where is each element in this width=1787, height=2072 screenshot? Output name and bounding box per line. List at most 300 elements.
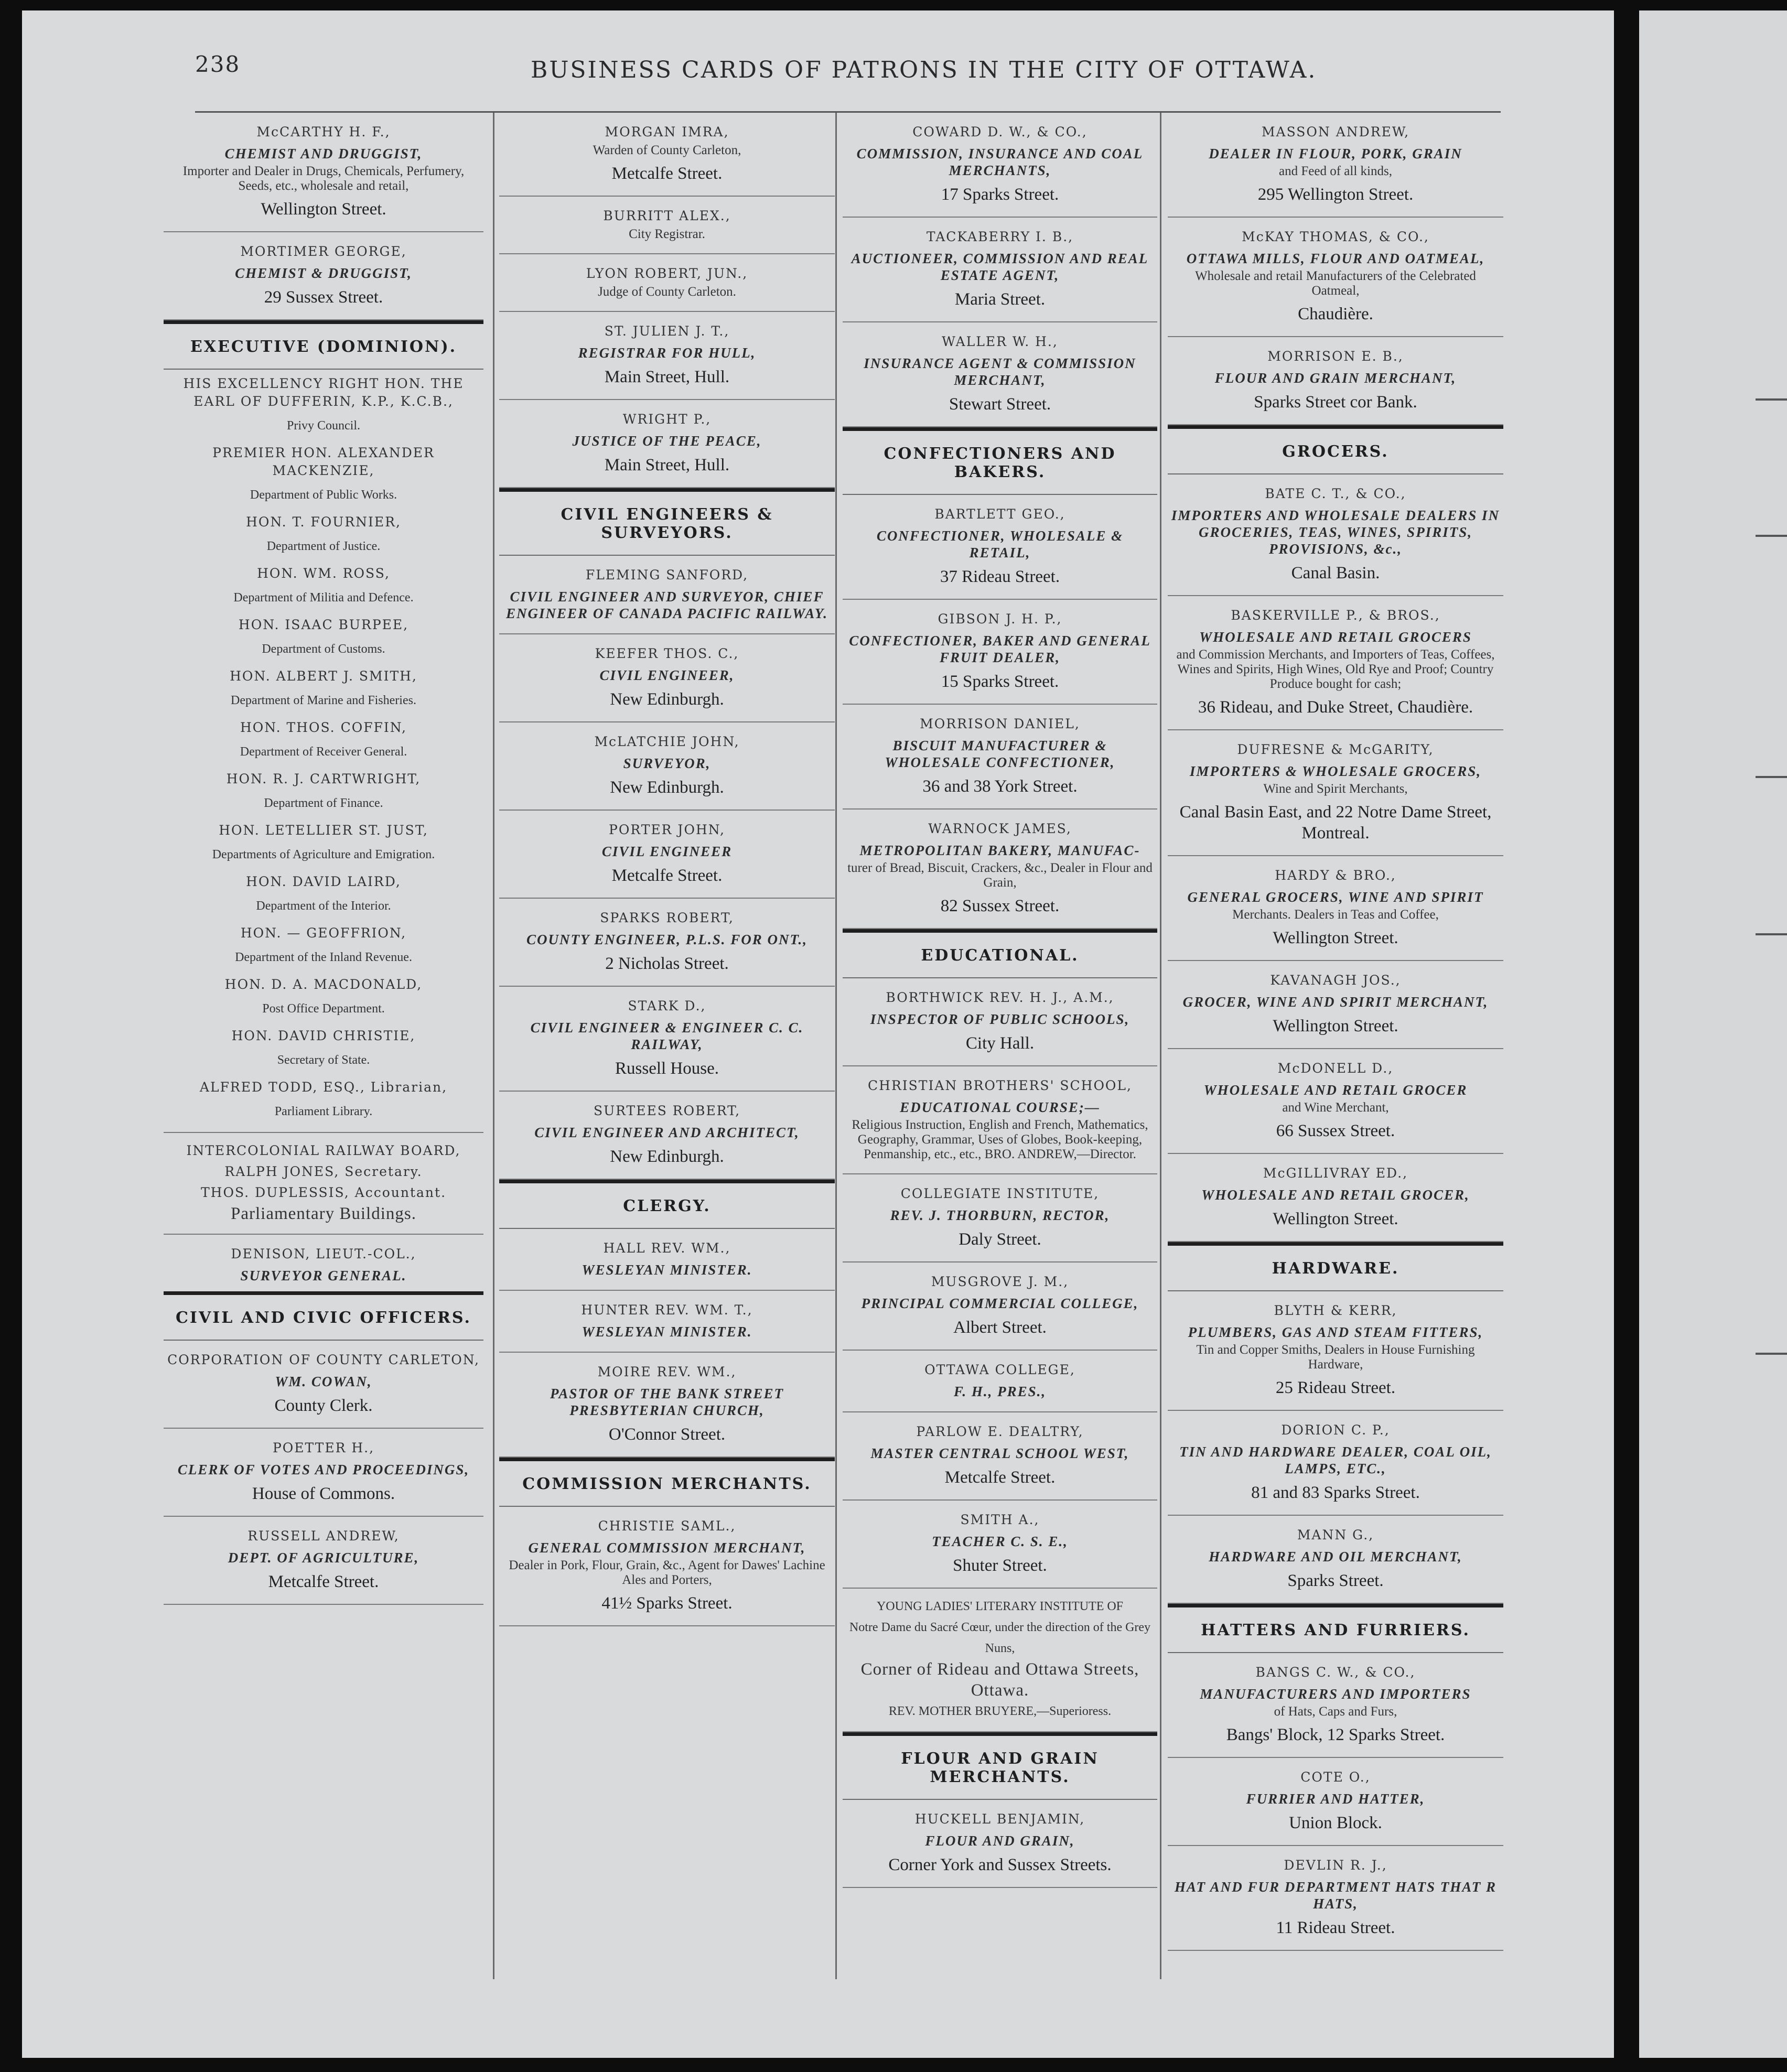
card-role: PASTOR OF THE BANK STREET PRESBYTERIAN CHURCH, xyxy=(550,1386,784,1418)
executive-dept: Department of Marine and Fisheries. xyxy=(231,694,416,707)
executive-name: HON. R. J. CARTWRIGHT, xyxy=(226,771,421,786)
card-address: 29 Sussex Street. xyxy=(264,288,383,307)
institute-address: Corner of Rideau and Ottawa Streets, xyxy=(860,1660,1139,1679)
card-name: MOIRE REV. WM., xyxy=(597,1364,737,1379)
card-name: FLEMING SANFORD, xyxy=(585,567,749,582)
edge-mark xyxy=(1756,1353,1787,1355)
executive-dept: Department of Militia and Defence. xyxy=(233,591,414,605)
business-card xyxy=(164,1341,483,1429)
card-name: SMITH A., xyxy=(960,1512,1040,1527)
executive-name: ALFRED TODD, ESQ., Librarian, xyxy=(199,1080,448,1095)
card-role: INSURANCE AGENT & COMMISSION MERCHANT, xyxy=(864,355,1136,388)
edge-mark xyxy=(1756,398,1787,401)
card-address: 11 Rideau Street. xyxy=(1276,1918,1395,1937)
executive-item xyxy=(164,611,483,662)
card-address: Main Street, Hull. xyxy=(604,456,730,474)
card-role: GENERAL GROCERS, WINE AND SPIRIT xyxy=(1187,889,1484,905)
business-card xyxy=(843,1501,1157,1589)
executive-name: HON. LETELLIER ST. JUST, xyxy=(219,823,428,838)
card-role: MASTER CENTRAL SCHOOL WEST, xyxy=(870,1445,1129,1461)
card-name: MORRISON E. B., xyxy=(1267,349,1404,364)
card-name: MORRISON DANIEL, xyxy=(920,716,1080,731)
executive-name: HIS EXCELLENCY RIGHT HON. THE EARL OF DUFFERIN, K.P., K.C.B., xyxy=(183,376,464,409)
business-card xyxy=(499,987,835,1092)
executive-item xyxy=(164,714,483,765)
card-address: Maria Street. xyxy=(954,290,1046,309)
card-address: Chaudière. xyxy=(1298,305,1373,323)
card-role: MANUFACTURERS AND IMPORTERS xyxy=(1200,1686,1471,1702)
card-role: TEACHER C. S. E., xyxy=(932,1534,1068,1549)
card-role: CONFECTIONER, WHOLESALE & RETAIL, xyxy=(876,528,1124,560)
card-role: DEALER IN FLOUR, PORK, GRAIN xyxy=(1209,146,1462,161)
card-role: SURVEYOR GENERAL. xyxy=(240,1268,407,1283)
adjacent-page-edge xyxy=(1639,10,1787,2058)
business-card xyxy=(499,113,835,197)
flour-list xyxy=(843,1800,1157,1888)
page-number: 238 xyxy=(195,51,241,77)
business-card xyxy=(1168,474,1503,596)
card-address: Albert Street. xyxy=(953,1318,1047,1337)
business-card xyxy=(843,1066,1157,1174)
business-card xyxy=(499,400,835,488)
card-name: BLYTH & KERR, xyxy=(1274,1303,1397,1318)
card-address: 25 Rideau Street. xyxy=(1275,1378,1396,1397)
column-divider xyxy=(493,113,494,1979)
card-role: WHOLESALE AND RETAIL GROCERS xyxy=(1199,629,1472,645)
business-card xyxy=(499,254,835,312)
institute-superior: REV. MOTHER BRUYERE,—Superioress. xyxy=(888,1704,1112,1718)
executive-dept: Parliament Library. xyxy=(274,1105,373,1118)
section-heading-hatters: HATTERS AND FURRIERS. xyxy=(1168,1604,1503,1653)
card-role: CIVIL ENGINEER AND ARCHITECT, xyxy=(534,1125,800,1140)
section-heading-grocers: GROCERS. xyxy=(1168,425,1503,474)
card-role: WESLEYAN MINISTER. xyxy=(582,1324,752,1340)
section-heading-engineers: CIVIL ENGINEERS & SURVEYORS. xyxy=(499,488,835,556)
card-role: CHEMIST & DRUGGIST, xyxy=(235,265,412,281)
section-heading-clergy: CLERGY. xyxy=(499,1180,835,1229)
card-role: REV. J. THORBURN, RECTOR, xyxy=(890,1207,1110,1223)
card-name: BURRITT ALEX., xyxy=(603,208,731,223)
card-role: PLUMBERS, GAS AND STEAM FITTERS, xyxy=(1188,1324,1483,1340)
card-address: Wellington Street. xyxy=(1273,1017,1398,1035)
card-address: Sparks Street. xyxy=(1287,1571,1384,1590)
card-address: Canal Basin. xyxy=(1291,564,1380,582)
business-card xyxy=(164,1429,483,1517)
card-address: Shuter Street. xyxy=(953,1556,1047,1575)
executive-item xyxy=(164,370,483,439)
card-address: Wellington Street. xyxy=(261,200,386,219)
col1-top-entries xyxy=(164,113,483,320)
card-role: INSPECTOR OF PUBLIC SCHOOLS, xyxy=(870,1011,1130,1027)
executive-item xyxy=(164,868,483,919)
executive-item xyxy=(164,1022,483,1073)
card-address: 17 Sparks Street. xyxy=(941,185,1059,204)
card-desc: of Hats, Caps and Furs, xyxy=(1274,1704,1397,1719)
card-role: CIVIL ENGINEER, xyxy=(599,667,735,683)
executive-item xyxy=(164,662,483,714)
card-desc: Warden of County Carleton, xyxy=(593,143,741,157)
business-card xyxy=(843,1174,1157,1262)
card-name: HALL REV. WM., xyxy=(603,1240,731,1256)
card-address: Main Street, Hull. xyxy=(604,368,730,386)
card-address: Stewart Street. xyxy=(949,395,1051,414)
young-ladies-institute-card xyxy=(843,1589,1157,1732)
business-card xyxy=(164,113,483,232)
card-address: Metcalfe Street. xyxy=(611,164,723,183)
card-name: HUNTER REV. WM. T., xyxy=(581,1302,753,1318)
business-card xyxy=(499,1229,835,1291)
card-role: CHEMIST AND DRUGGIST, xyxy=(224,146,423,161)
executive-dept: Departments of Agriculture and Emigration. xyxy=(212,848,435,861)
page-title: BUSINESS CARDS OF PATRONS IN THE CITY OF OTTAWA. xyxy=(531,57,1317,83)
card-name: BORTHWICK REV. H. J., A.M., xyxy=(886,990,1114,1005)
business-card xyxy=(1168,961,1503,1049)
business-card xyxy=(499,556,835,634)
card-role: CLERK OF VOTES AND PROCEEDINGS, xyxy=(177,1462,470,1477)
business-card-denison xyxy=(164,1235,483,1291)
business-card xyxy=(843,1351,1157,1412)
card-role: CIVIL ENGINEER xyxy=(601,844,733,859)
section-heading-civil-civic: CIVIL AND CIVIC OFFICERS. xyxy=(164,1291,483,1341)
card-name: STARK D., xyxy=(628,998,706,1013)
section-heading-confectioners: CONFECTIONERS AND BAKERS. xyxy=(843,427,1157,495)
card-name: COTE O., xyxy=(1300,1769,1371,1785)
card-role: COUNTY ENGINEER, P.L.S. FOR ONT., xyxy=(526,932,808,947)
card-role: OTTAWA MILLS, FLOUR AND OATMEAL, xyxy=(1186,251,1485,266)
card-desc: and Wine Merchant, xyxy=(1282,1100,1389,1115)
executive-item xyxy=(164,508,483,559)
engineers-list xyxy=(499,556,835,1180)
card-name: WRIGHT P., xyxy=(622,412,712,427)
executive-dept: Department of Justice. xyxy=(266,539,381,553)
card-role: CIVIL ENGINEER AND SURVEYOR, CHIEF ENGINEER OF CANADA PACIFIC RAILWAY. xyxy=(506,589,828,621)
executive-dept: Secretary of State. xyxy=(277,1053,370,1067)
business-card xyxy=(843,218,1157,322)
card-desc: Tin and Copper Smiths, Dealers in House Furnishing Hardware, xyxy=(1196,1343,1475,1372)
business-card xyxy=(843,322,1157,427)
column-4 xyxy=(1168,113,1503,2021)
card-name: BATE C. T., & CO., xyxy=(1265,486,1406,501)
card-name: SURTEES ROBERT, xyxy=(593,1103,741,1118)
card-name: CHRISTIAN BROTHERS' SCHOOL, xyxy=(868,1078,1132,1093)
executive-item xyxy=(164,765,483,816)
educational-list xyxy=(843,978,1157,1589)
business-card xyxy=(1168,596,1503,730)
card-name: WARNOCK JAMES, xyxy=(928,821,1072,836)
card-address: Metcalfe Street. xyxy=(944,1468,1056,1487)
business-card xyxy=(1168,218,1503,337)
card-desc: and Commission Merchants, and Importers of Teas, Coffees, Wines and Spirits, High Wines, Old Rye and Proof; Country Produce bought for cash; xyxy=(1176,648,1495,691)
section-heading-flour: FLOUR AND GRAIN MERCHANTS. xyxy=(843,1732,1157,1800)
executive-name: HON. DAVID CHRISTIE, xyxy=(231,1028,416,1043)
railway-board-line: RALPH JONES, Secretary. xyxy=(224,1164,423,1179)
section-heading-hardware: HARDWARE. xyxy=(1168,1242,1503,1291)
card-name: DORION C. P., xyxy=(1281,1422,1390,1438)
card-address: Daly Street. xyxy=(959,1230,1041,1249)
business-card xyxy=(843,600,1157,705)
business-card xyxy=(1168,113,1503,218)
institute-line: YOUNG LADIES' LITERARY INSTITUTE OF xyxy=(876,1600,1124,1613)
card-desc: Religious Instruction, English and French, Mathematics, Geography, Grammar, Uses of Globes, Book-keeping, Penmanship, etc., etc., BRO. ANDREW,—Director. xyxy=(852,1118,1148,1161)
card-address: Bangs' Block, 12 Sparks Street. xyxy=(1226,1725,1445,1744)
card-name: POETTER H., xyxy=(272,1440,375,1455)
executive-name: HON. DAVID LAIRD, xyxy=(246,874,401,889)
grocers-list xyxy=(1168,474,1503,1242)
executive-dept: Department of Finance. xyxy=(264,796,383,810)
executive-name: HON. — GEOFFRION, xyxy=(240,925,407,941)
card-role: EDUCATIONAL COURSE;— xyxy=(900,1099,1100,1115)
edge-mark xyxy=(1756,776,1787,778)
card-role: JUSTICE OF THE PEACE, xyxy=(572,433,762,449)
card-address: O'Connor Street. xyxy=(608,1425,726,1444)
col2-top-entries xyxy=(499,113,835,488)
card-role: CIVIL ENGINEER & ENGINEER C. C. RAILWAY, xyxy=(530,1020,804,1052)
business-card xyxy=(1168,337,1503,425)
card-desc: Wholesale and retail Manufacturers of the Celebrated Oatmeal, xyxy=(1195,269,1476,298)
card-address: Metcalfe Street. xyxy=(611,866,723,885)
column-3 xyxy=(843,113,1157,2021)
card-role: CONFECTIONER, BAKER AND GENERAL FRUIT DEALER, xyxy=(849,633,1151,665)
card-desc: Importer and Dealer in Drugs, Chemicals, Perfumery, Seeds, etc., wholesale and retail, xyxy=(182,164,465,193)
card-name: MORTIMER GEORGE, xyxy=(240,244,407,259)
card-name: DENISON, LIEUT.-COL., xyxy=(231,1246,416,1261)
card-address: Wellington Street. xyxy=(1273,929,1398,947)
section-heading-educational: EDUCATIONAL. xyxy=(843,929,1157,978)
card-name: MUSGROVE J. M., xyxy=(931,1274,1069,1289)
card-name: WALLER W. H., xyxy=(942,334,1058,349)
card-desc: Wine and Spirit Merchants, xyxy=(1263,782,1408,796)
page-header xyxy=(195,42,1579,105)
hardware-list xyxy=(1168,1291,1503,1604)
card-role: FURRIER AND HATTER, xyxy=(1246,1791,1425,1807)
business-card xyxy=(1168,1154,1503,1242)
business-card xyxy=(499,634,835,722)
card-address: Union Block. xyxy=(1289,1814,1382,1832)
card-name: COWARD D. W., & CO., xyxy=(912,124,1088,139)
confectioners-list xyxy=(843,495,1157,929)
card-name: McGILLIVRAY ED., xyxy=(1263,1166,1408,1181)
railway-board-address: Parliamentary Buildings. xyxy=(231,1204,416,1223)
card-desc: City Registrar. xyxy=(629,227,705,241)
business-card xyxy=(1168,1049,1503,1154)
column-2 xyxy=(499,113,835,2021)
ledger-page xyxy=(22,10,1614,2058)
business-card xyxy=(499,899,835,987)
business-card xyxy=(499,722,835,811)
card-name: McLATCHIE JOHN, xyxy=(594,734,740,749)
card-desc: Judge of County Carleton. xyxy=(598,285,736,299)
card-name: CORPORATION OF COUNTY CARLETON, xyxy=(167,1352,480,1367)
card-role: DEPT. OF AGRICULTURE, xyxy=(228,1550,419,1566)
card-address: Metcalfe Street. xyxy=(268,1572,379,1591)
executive-item xyxy=(164,970,483,1022)
card-role: GENERAL COMMISSION MERCHANT, xyxy=(528,1540,806,1556)
executive-name: HON. ISAAC BURPEE, xyxy=(238,617,409,632)
card-name: RUSSELL ANDREW, xyxy=(247,1528,400,1544)
business-card xyxy=(499,197,835,254)
civil-civic-list xyxy=(164,1341,483,1605)
card-role: HAT AND FUR DEPARTMENT HATS THAT R HATS, xyxy=(1174,1879,1497,1912)
railway-board-line: INTERCOLONIAL RAILWAY BOARD, xyxy=(186,1143,461,1158)
business-card xyxy=(1168,1516,1503,1604)
card-name: PARLOW E. DEALTRY, xyxy=(916,1424,1084,1439)
card-address: New Edinburgh. xyxy=(610,690,724,709)
card-role: REGISTRAR FOR HULL, xyxy=(578,345,756,361)
business-card xyxy=(499,811,835,899)
card-name: BANGS C. W., & CO., xyxy=(1255,1665,1416,1680)
card-role: WM. COWAN, xyxy=(275,1374,372,1389)
column-1 xyxy=(164,113,483,2021)
business-card xyxy=(843,113,1157,218)
business-card xyxy=(164,1517,483,1605)
business-card xyxy=(843,1262,1157,1351)
business-card xyxy=(843,810,1157,929)
card-name: MORGAN IMRA, xyxy=(605,124,729,139)
executive-dept: Department of the Interior. xyxy=(256,899,391,913)
business-card xyxy=(1168,1846,1503,1951)
card-role: GROCER, WINE AND SPIRIT MERCHANT, xyxy=(1182,994,1489,1010)
card-name: DEVLIN R. J., xyxy=(1284,1858,1387,1873)
executive-item xyxy=(164,919,483,970)
executive-dept: Privy Council. xyxy=(286,419,360,433)
institute-city: Ottawa. xyxy=(971,1681,1029,1700)
card-address: 66 Sussex Street. xyxy=(1276,1121,1395,1140)
executive-dept: Post Office Department. xyxy=(262,1002,385,1016)
col3-top-entries xyxy=(843,113,1157,427)
card-name: DUFRESNE & McGARITY, xyxy=(1237,742,1434,757)
card-name: SPARKS ROBERT, xyxy=(600,910,734,925)
card-address: New Edinburgh. xyxy=(610,1147,724,1166)
card-role: BISCUIT MANUFACTURER & WHOLESALE CONFECTIONER, xyxy=(885,738,1115,770)
business-card xyxy=(843,1412,1157,1501)
card-name: LYON ROBERT, JUN., xyxy=(586,266,748,281)
card-address: City Hall. xyxy=(965,1034,1035,1053)
executive-name: HON. T. FOURNIER, xyxy=(246,514,401,530)
card-address: 41½ Sparks Street. xyxy=(601,1594,733,1613)
institute-line: Notre Dame du Sacré Cœur, under the direction of the Grey Nuns, xyxy=(849,1621,1151,1655)
card-name: OTTAWA COLLEGE, xyxy=(924,1362,1075,1377)
card-address: 295 Wellington Street. xyxy=(1257,185,1414,204)
business-card xyxy=(843,495,1157,600)
card-address: 81 and 83 Sparks Street. xyxy=(1251,1483,1420,1502)
business-card xyxy=(1168,856,1503,961)
card-role: SURVEYOR, xyxy=(623,756,711,771)
column-divider xyxy=(835,113,837,1979)
card-address: 15 Sparks Street. xyxy=(941,672,1059,691)
railway-board-card xyxy=(164,1133,483,1235)
executive-item xyxy=(164,816,483,868)
executive-item xyxy=(164,559,483,611)
card-desc: turer of Bread, Biscuit, Crackers, &c., Dealer in Flour and Grain, xyxy=(847,861,1153,890)
card-name: TACKABERRY I. B., xyxy=(926,229,1074,244)
card-address: New Edinburgh. xyxy=(610,778,724,797)
card-role: FLOUR AND GRAIN MERCHANT, xyxy=(1214,370,1457,386)
card-name: KAVANAGH JOS., xyxy=(1270,973,1401,988)
executive-list xyxy=(164,370,483,1133)
business-card xyxy=(843,705,1157,810)
card-name: HARDY & BRO., xyxy=(1275,868,1396,883)
card-name: MASSON ANDREW, xyxy=(1261,124,1410,139)
card-desc: and Feed of all kinds, xyxy=(1279,164,1392,178)
executive-name: HON. ALBERT J. SMITH, xyxy=(230,668,417,684)
business-card xyxy=(499,1291,835,1353)
business-card xyxy=(1168,1758,1503,1846)
edge-mark xyxy=(1756,535,1787,537)
section-heading-commission: COMMISSION MERCHANTS. xyxy=(499,1458,835,1507)
card-name: HUCKELL BENJAMIN, xyxy=(914,1811,1085,1827)
business-card xyxy=(843,1800,1157,1888)
executive-item xyxy=(164,439,483,508)
card-name: BASKERVILLE P., & BROS., xyxy=(1231,608,1440,623)
card-name: BARTLETT GEO., xyxy=(934,506,1065,522)
executive-name: HON. WM. ROSS, xyxy=(257,566,390,581)
executive-item xyxy=(164,1073,483,1125)
card-name: COLLEGIATE INSTITUTE, xyxy=(900,1186,1100,1201)
business-card xyxy=(499,1507,835,1626)
column-divider xyxy=(1160,113,1161,1979)
card-address: 36 and 38 York Street. xyxy=(922,777,1078,796)
commission-list xyxy=(499,1507,835,1626)
card-desc: Merchants. Dealers in Teas and Coffee, xyxy=(1232,908,1439,922)
executive-name: HON. THOS. COFFIN, xyxy=(240,720,407,735)
card-address: Russell House. xyxy=(615,1059,719,1078)
business-card xyxy=(499,312,835,400)
edge-mark xyxy=(1756,933,1787,935)
executive-dept: Department of Customs. xyxy=(262,642,385,656)
card-role: AUCTIONEER, COMMISSION AND REAL ESTATE AGENT, xyxy=(851,251,1149,283)
card-name: PORTER JOHN, xyxy=(609,822,725,837)
card-role: PRINCIPAL COMMERCIAL COLLEGE, xyxy=(861,1296,1139,1311)
executive-dept: Department of Receiver General. xyxy=(240,745,407,759)
executive-dept: Department of the Inland Revenue. xyxy=(235,951,412,964)
card-address: 2 Nicholas Street. xyxy=(605,954,729,973)
card-role: F. H., PRES., xyxy=(953,1384,1047,1399)
card-role: METROPOLITAN BAKERY, MANUFAC- xyxy=(859,843,1140,858)
business-card xyxy=(499,1353,835,1458)
card-address: Corner York and Sussex Streets. xyxy=(888,1855,1112,1874)
card-role: IMPORTERS AND WHOLESALE DEALERS IN GROCERIES, TEAS, WINES, SPIRITS, PROVISIONS, &c., xyxy=(1171,508,1500,557)
card-role: COMMISSION, INSURANCE AND COAL MERCHANTS, xyxy=(856,146,1144,178)
card-role: FLOUR AND GRAIN, xyxy=(925,1833,1075,1849)
card-name: ST. JULIEN J. T., xyxy=(604,323,730,339)
card-role: WESLEYAN MINISTER. xyxy=(582,1262,752,1278)
card-address: Wellington Street. xyxy=(1273,1210,1398,1228)
card-name: KEEFER THOS. C., xyxy=(595,646,739,661)
card-name: McDONELL D., xyxy=(1277,1061,1394,1076)
business-card xyxy=(499,1092,835,1180)
card-address: Canal Basin East, and 22 Notre Dame Street, Montreal. xyxy=(1179,803,1492,843)
railway-board-line: THOS. DUPLESSIS, Accountant. xyxy=(200,1185,447,1200)
hatters-list xyxy=(1168,1653,1503,1951)
card-name: McCARTHY H. F., xyxy=(256,124,391,139)
section-heading-executive: EXECUTIVE (DOMINION). xyxy=(164,320,483,370)
executive-dept: Department of Public Works. xyxy=(250,488,397,502)
card-name: McKAY THOMAS, & CO., xyxy=(1242,229,1429,244)
card-role: HARDWARE AND OIL MERCHANT, xyxy=(1209,1549,1462,1564)
card-address: 37 Rideau Street. xyxy=(940,567,1060,586)
business-card xyxy=(1168,1653,1503,1758)
card-address: House of Commons. xyxy=(252,1484,395,1503)
card-address: Sparks Street cor Bank. xyxy=(1254,393,1417,412)
card-name: GIBSON J. H. P., xyxy=(938,611,1062,627)
business-card xyxy=(1168,1291,1503,1411)
card-address: County Clerk. xyxy=(274,1396,373,1415)
card-desc: Dealer in Pork, Flour, Grain, &c., Agent for Dawes' Lachine Ales and Porters, xyxy=(509,1558,825,1587)
executive-name: HON. D. A. MACDONALD, xyxy=(224,977,423,992)
card-role: WHOLESALE AND RETAIL GROCER xyxy=(1203,1082,1468,1098)
col4-top-entries xyxy=(1168,113,1503,425)
business-card xyxy=(1168,730,1503,856)
